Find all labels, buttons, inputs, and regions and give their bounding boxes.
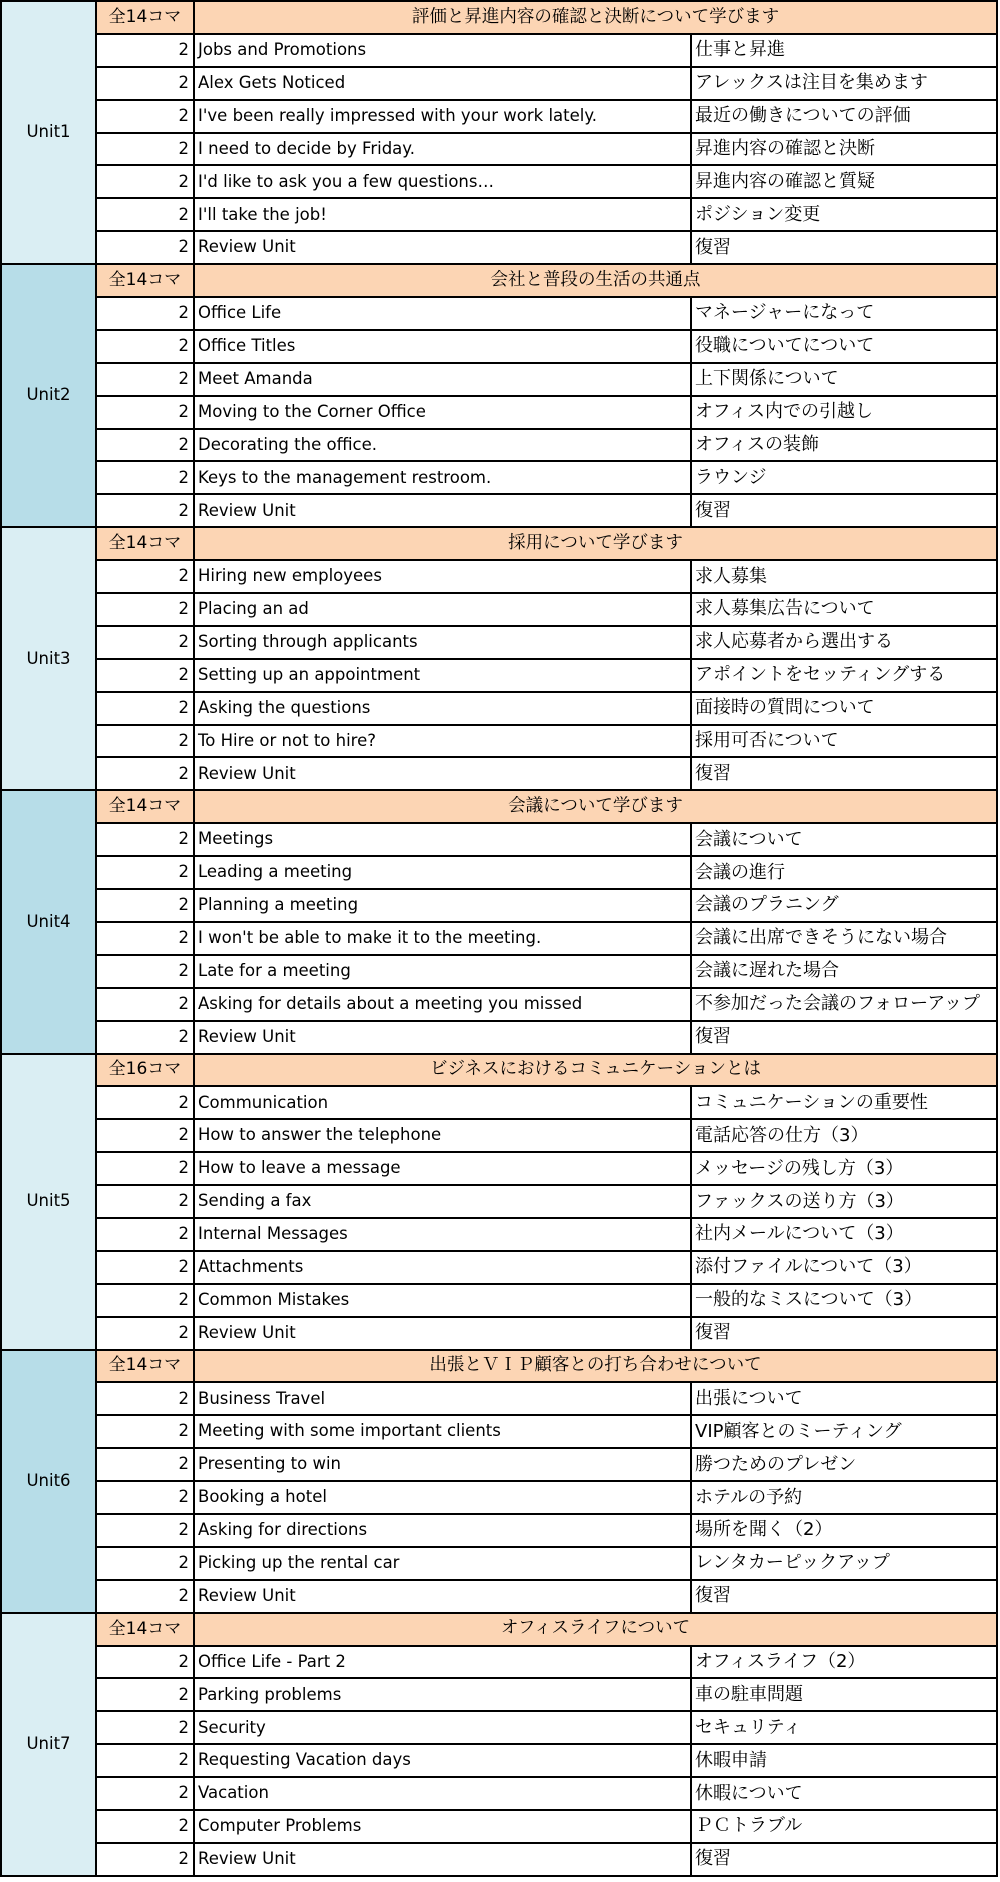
lesson-title-en: Review Unit [195,495,690,526]
unit-theme-title: ビジネスにおけるコミュニケーションとは [195,1055,996,1086]
lesson-session-count: 2 [97,101,193,132]
lesson-title-ja: 昇進内容の確認と決断 [692,134,996,165]
unit-total-sessions: 全14コマ [97,1351,193,1382]
lesson-title-ja: 面接時の質問について [692,693,996,724]
lesson-session-count: 2 [97,1285,193,1316]
lesson-title-ja: レンタカーピックアップ [692,1548,996,1579]
lesson-session-count: 2 [97,1449,193,1480]
lesson-title-ja: 最近の働きについての評価 [692,101,996,132]
lesson-session-count: 2 [97,1482,193,1513]
lesson-title-ja: 求人募集 [692,561,996,592]
lesson-title-en: Parking problems [195,1679,690,1710]
lesson-title-ja: オフィスの装飾 [692,430,996,461]
lesson-title-en: I need to decide by Friday. [195,134,690,165]
lesson-title-en: Late for a meeting [195,956,690,987]
lesson-session-count: 2 [97,1811,193,1842]
unit-label: Unit1 [2,2,95,263]
lesson-title-ja: 復習 [692,495,996,526]
lesson-session-count: 2 [97,627,193,658]
lesson-title-en: Alex Gets Noticed [195,68,690,99]
lesson-title-ja: ホテルの予約 [692,1482,996,1513]
lesson-title-en: I've been really impressed with your work lately. [195,101,690,132]
lesson-title-ja: 一般的なミスについて（3） [692,1285,996,1316]
lesson-session-count: 2 [97,824,193,855]
unit-theme-title: 採用について学びます [195,528,996,559]
lesson-title-ja: 採用可否について [692,726,996,757]
lesson-title-ja: 会議のプラニング [692,890,996,921]
lesson-title-ja: 会議に出席できそうにない場合 [692,923,996,954]
lesson-title-ja: セキュリティ [692,1712,996,1743]
lesson-title-ja: ポジション変更 [692,199,996,230]
unit-total-sessions: 全14コマ [97,1614,193,1645]
lesson-title-en: Sending a fax [195,1186,690,1217]
lesson-title-en: Review Unit [195,1844,690,1875]
lesson-title-ja: オフィスライフ（2） [692,1647,996,1678]
unit-total-sessions: 全16コマ [97,1055,193,1086]
lesson-title-en: Keys to the management restroom. [195,462,690,493]
lesson-session-count: 2 [97,232,193,263]
lesson-title-en: Leading a meeting [195,857,690,888]
lesson-session-count: 2 [97,495,193,526]
lesson-title-en: Office Titles [195,331,690,362]
lesson-title-ja: 役職についてについて [692,331,996,362]
lesson-session-count: 2 [97,134,193,165]
unit-total-sessions: 全14コマ [97,2,193,33]
unit-label: Unit5 [2,1055,95,1349]
lesson-title-en: Picking up the rental car [195,1548,690,1579]
unit-label: Unit6 [2,1351,95,1612]
lesson-title-ja: 復習 [692,1844,996,1875]
lesson-session-count: 2 [97,857,193,888]
unit-label: Unit3 [2,528,95,789]
lesson-session-count: 2 [97,561,193,592]
lesson-title-ja: メッセージの残し方（3） [692,1153,996,1184]
lesson-title-ja: 電話応答の仕方（3） [692,1120,996,1151]
lesson-title-en: How to answer the telephone [195,1120,690,1151]
lesson-session-count: 2 [97,1548,193,1579]
lesson-title-ja: 仕事と昇進 [692,35,996,66]
lesson-title-en: Meetings [195,824,690,855]
lesson-title-en: Office Life [195,298,690,329]
lesson-session-count: 2 [97,1778,193,1809]
unit-theme-title: 会議について学びます [195,791,996,822]
lesson-session-count: 2 [97,397,193,428]
unit-total-sessions: 全14コマ [97,791,193,822]
lesson-title-ja: 復習 [692,1318,996,1349]
lesson-title-ja: 復習 [692,232,996,263]
lesson-title-en: Asking the questions [195,693,690,724]
lesson-title-en: Attachments [195,1252,690,1283]
lesson-session-count: 2 [97,923,193,954]
lesson-title-en: Review Unit [195,232,690,263]
lesson-title-en: Meeting with some important clients [195,1416,690,1447]
lesson-session-count: 2 [97,726,193,757]
lesson-title-en: Asking for details about a meeting you missed [195,989,690,1020]
lesson-session-count: 2 [97,1318,193,1349]
unit-total-sessions: 全14コマ [97,265,193,296]
lesson-session-count: 2 [97,199,193,230]
lesson-session-count: 2 [97,660,193,691]
lesson-session-count: 2 [97,166,193,197]
lesson-session-count: 2 [97,1186,193,1217]
lesson-title-en: Moving to the Corner Office [195,397,690,428]
lesson-title-ja: 休暇について [692,1778,996,1809]
lesson-title-en: Asking for directions [195,1515,690,1546]
lesson-session-count: 2 [97,1745,193,1776]
lesson-title-ja: 会議に遅れた場合 [692,956,996,987]
lesson-title-en: Internal Messages [195,1219,690,1250]
lesson-title-ja: アポイントをセッティングする [692,660,996,691]
lesson-title-en: Office Life - Part 2 [195,1647,690,1678]
lesson-title-ja: ＰＣトラブル [692,1811,996,1842]
lesson-session-count: 2 [97,1679,193,1710]
lesson-title-en: Jobs and Promotions [195,35,690,66]
unit-label: Unit4 [2,791,95,1052]
lesson-title-ja: 会議の進行 [692,857,996,888]
lesson-session-count: 2 [97,1087,193,1118]
unit-theme-title: 出張とＶＩＰ顧客との打ち合わせについて [195,1351,996,1382]
lesson-session-count: 2 [97,1022,193,1053]
lesson-session-count: 2 [97,1844,193,1875]
lesson-title-ja: 場所を聞く（2） [692,1515,996,1546]
lesson-session-count: 2 [97,364,193,395]
lesson-title-en: Security [195,1712,690,1743]
lesson-title-en: Requesting Vacation days [195,1745,690,1776]
lesson-title-en: Decorating the office. [195,430,690,461]
lesson-session-count: 2 [97,68,193,99]
lesson-session-count: 2 [97,331,193,362]
lesson-title-ja: 勝つためのプレゼン [692,1449,996,1480]
lesson-session-count: 2 [97,1515,193,1546]
lesson-title-ja: 復習 [692,1022,996,1053]
lesson-session-count: 2 [97,693,193,724]
lesson-title-ja: 復習 [692,758,996,789]
lesson-session-count: 2 [97,1712,193,1743]
lesson-title-en: Planning a meeting [195,890,690,921]
lesson-title-en: Sorting through applicants [195,627,690,658]
lesson-title-en: Vacation [195,1778,690,1809]
lesson-title-en: I'll take the job! [195,199,690,230]
unit-theme-title: 評価と昇進内容の確認と決断について学びます [195,2,996,33]
lesson-title-en: How to leave a message [195,1153,690,1184]
lesson-session-count: 2 [97,890,193,921]
lesson-title-en: Business Travel [195,1383,690,1414]
lesson-session-count: 2 [97,1647,193,1678]
lesson-title-ja: 復習 [692,1581,996,1612]
lesson-session-count: 2 [97,1581,193,1612]
lesson-title-ja: コミュニケーションの重要性 [692,1087,996,1118]
lesson-title-ja: 車の駐車問題 [692,1679,996,1710]
lesson-title-ja: 休暇申請 [692,1745,996,1776]
lesson-title-en: To Hire or not to hire? [195,726,690,757]
lesson-session-count: 2 [97,1120,193,1151]
lesson-title-ja: 上下関係について [692,364,996,395]
lesson-title-ja: VIP顧客とのミーティング [692,1416,996,1447]
lesson-title-en: Hiring new employees [195,561,690,592]
lesson-title-en: I'd like to ask you a few questions… [195,166,690,197]
lesson-title-en: I won't be able to make it to the meeting. [195,923,690,954]
lesson-session-count: 2 [97,1219,193,1250]
lesson-session-count: 2 [97,462,193,493]
lesson-title-ja: ラウンジ [692,462,996,493]
lesson-session-count: 2 [97,1252,193,1283]
lesson-title-en: Communication [195,1087,690,1118]
lesson-title-en: Setting up an appointment [195,660,690,691]
lesson-session-count: 2 [97,758,193,789]
lesson-title-en: Presenting to win [195,1449,690,1480]
lesson-session-count: 2 [97,1416,193,1447]
lesson-session-count: 2 [97,430,193,461]
lesson-title-en: Placing an ad [195,594,690,625]
lesson-session-count: 2 [97,298,193,329]
lesson-title-ja: 不参加だった会議のフォローアップ [692,989,996,1020]
lesson-title-ja: 昇進内容の確認と質疑 [692,166,996,197]
lesson-title-ja: 求人応募者から選出する [692,627,996,658]
lesson-title-ja: アレックスは注目を集めます [692,68,996,99]
unit-label: Unit2 [2,265,95,526]
lesson-title-en: Booking a hotel [195,1482,690,1513]
lesson-title-en: Review Unit [195,758,690,789]
lesson-session-count: 2 [97,1383,193,1414]
lesson-title-en: Common Mistakes [195,1285,690,1316]
lesson-session-count: 2 [97,989,193,1020]
unit-label: Unit7 [2,1614,95,1875]
unit-theme-title: オフィスライフについて [195,1614,996,1645]
lesson-session-count: 2 [97,594,193,625]
lesson-title-en: Computer Problems [195,1811,690,1842]
lesson-title-ja: 会議について [692,824,996,855]
lesson-title-ja: 添付ファイルについて（3） [692,1252,996,1283]
lesson-session-count: 2 [97,956,193,987]
unit-theme-title: 会社と普段の生活の共通点 [195,265,996,296]
lesson-title-en: Review Unit [195,1581,690,1612]
unit-total-sessions: 全14コマ [97,528,193,559]
lesson-title-ja: オフィス内での引越し [692,397,996,428]
lesson-title-ja: マネージャーになって [692,298,996,329]
lesson-title-ja: 求人募集広告について [692,594,996,625]
lesson-title-ja: 出張について [692,1383,996,1414]
lesson-title-en: Meet Amanda [195,364,690,395]
lesson-title-en: Review Unit [195,1318,690,1349]
lesson-title-ja: ファックスの送り方（3） [692,1186,996,1217]
lesson-title-en: Review Unit [195,1022,690,1053]
lesson-session-count: 2 [97,35,193,66]
lesson-title-ja: 社内メールについて（3） [692,1219,996,1250]
lesson-session-count: 2 [97,1153,193,1184]
